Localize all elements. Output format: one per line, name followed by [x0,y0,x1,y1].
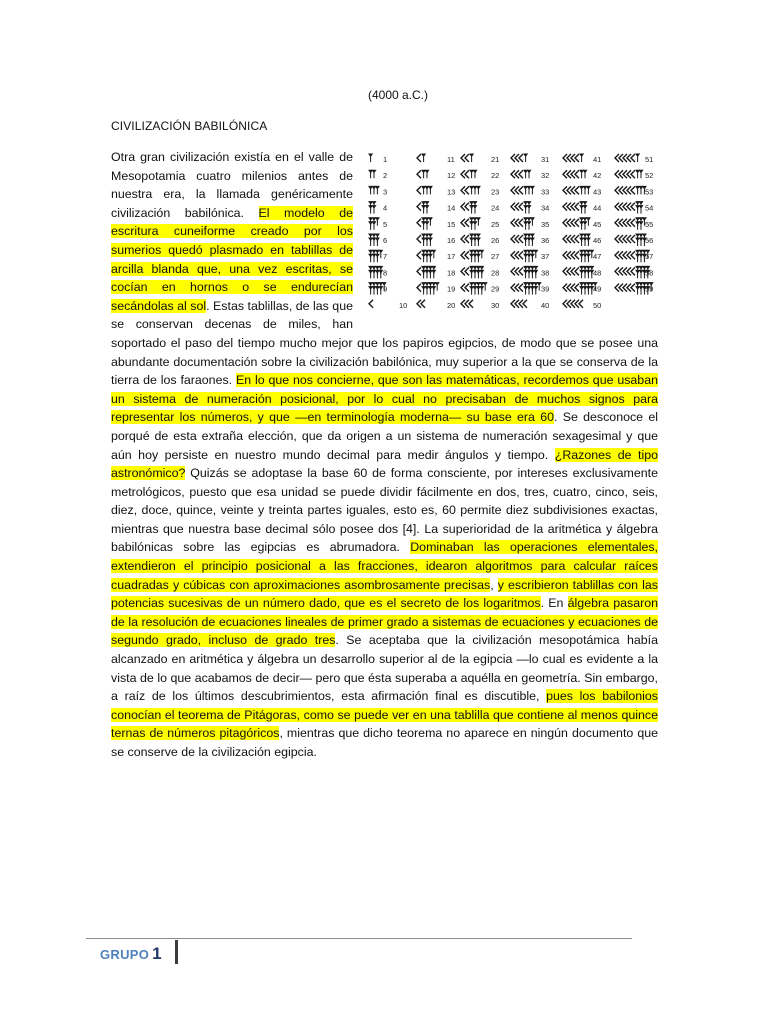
footer-vertical-bar [175,940,178,964]
numeral-label: 13 [447,187,456,197]
highlighted-text: El modelo de escritura cuneiforme creado por los sumerios quedó plasmado en tablillas de arcilla blanda que, una vez escritas, se cocían en hornos o se endurecían secándolas al sol [111,205,353,313]
numeral-glyph-7 [369,250,382,262]
numeral-label: 40 [541,300,550,310]
numeral-glyph-1 [369,154,372,162]
numeral-label: 53 [645,187,654,197]
numeral-label: 35 [541,219,550,229]
numeral-label: 29 [491,284,500,294]
numeral-glyph-6 [369,234,379,246]
numeral-label: 56 [645,236,654,245]
footer-group-label [100,944,162,964]
numeral-label: 58 [645,268,654,278]
numeral-label: 4 [383,203,388,213]
numeral-label: 14 [447,203,456,213]
numeral-glyph-38 [511,266,537,278]
numeral-glyph-24 [461,202,477,214]
numeral-label: 6 [383,236,388,245]
numeral-label: 20 [447,300,456,310]
numeral-glyph-18 [417,266,435,278]
numeral-glyph-19 [417,283,439,295]
numeral-label: 2 [383,171,388,181]
numeral-label: 16 [447,236,456,245]
numeral-label: 11 [447,155,455,164]
numeral-label: 37 [541,252,550,262]
numeral-glyph-29 [461,283,487,295]
numeral-glyph-42 [563,170,587,178]
numeral-label: 43 [593,187,602,197]
numeral-glyph-27 [461,250,483,262]
numeral-label: 10 [399,300,408,310]
babylonian-numerals-svg [363,148,659,312]
numeral-label: 33 [541,187,550,197]
numeral-glyph-45 [563,218,590,230]
numeral-glyph-28 [461,266,483,278]
numeral-glyph-40 [511,300,527,308]
numeral-label: 22 [491,171,500,181]
numeral-glyph-33 [511,186,534,194]
numeral-label: 50 [593,300,602,310]
numeral-label: 15 [447,219,456,229]
numeral-glyph-10 [369,300,373,308]
numeral-glyph-31 [511,154,527,162]
numeral-label: 54 [645,203,654,213]
numeral-label: 47 [593,252,602,262]
numeral-glyph-55 [615,218,646,230]
numeral-glyph-37 [511,250,537,262]
numeral-glyph-26 [461,234,480,246]
numeral-glyph-49 [563,283,597,295]
numeral-label: 1 [383,155,388,164]
numeral-label: 42 [593,171,602,181]
numeral-label: 26 [491,236,500,245]
numeral-glyph-41 [563,154,583,162]
numeral-label: 59 [645,284,654,294]
section-title: CIVILIZACIÓN BABILÓNICA [111,119,268,133]
numeral-glyph-11 [417,154,425,162]
numeral-glyph-35 [511,218,534,230]
numeral-glyph-54 [615,202,643,214]
numeral-label: 21 [491,155,500,164]
numeral-label: 55 [645,219,654,229]
numeral-glyph-25 [461,218,480,230]
highlighted-text: En lo que nos concierne, que son las matemáticas, recordemos que usaban un sistema de numeración posicional, por lo cual no precisaban de muchos signos para representar los números, y que —en terminología moderna— su base era 60 [111,373,658,425]
numeral-label: 48 [593,268,602,278]
babylonian-numerals-figure [363,148,659,312]
numeral-label: 38 [541,268,550,278]
numeral-label: 24 [491,203,500,213]
numeral-glyph-15 [417,218,432,230]
numeral-label: 34 [541,203,550,213]
numeral-label: 9 [383,284,388,294]
numeral-glyph-44 [563,202,587,214]
numeral-glyph-51 [615,154,639,162]
numeral-glyph-39 [511,283,541,295]
numeral-glyph-43 [563,186,590,194]
numeral-glyph-46 [563,234,590,246]
numeral-label: 23 [491,187,500,197]
numeral-glyph-56 [615,234,646,246]
numeral-label: 27 [491,252,500,262]
numeral-glyph-23 [461,186,480,194]
numeral-label: 57 [645,252,654,262]
numeral-label: 36 [541,236,550,245]
numeral-label: 46 [593,236,602,245]
numeral-glyph-17 [417,250,435,262]
body-paragraph [111,148,658,762]
numeral-glyph-5 [369,218,379,230]
numeral-glyph-47 [563,250,593,262]
body-text-run: . Se aceptaba que la civilización mesopotámica había alcanzado en aritmética y álgebra un desarrollo superior al de la egipcia —lo cual es evidente a la vista de lo que acabamos de decir— pero que ésta superaba a aquélla en geometría. Sin embargo, a raíz de los últimos descubrimientos, esta afirmación final es discutible, [111,633,658,704]
numeral-label: 19 [447,284,456,294]
numeral-label: 52 [645,171,654,181]
numeral-glyph-22 [461,170,477,178]
body-text-run: Quizás se adoptase la base 60 de forma consciente, por intereses exclusivamente metrológicos, puesto que esa unidad se puede dividir fácilmente en dos, tres, cuatro, cinco, seis, diez, doce, quince, veinte y treinta partes iguales, esto es, 60 permite diez subdivisiones exactas, mientras que nuestra base decimal sólo posee dos [4]. La superioridad de la aritmética y álgebra babilónicas sobre las egipcias es abrumadora. [111,466,658,555]
numeral-label: 49 [593,284,602,294]
numeral-label: 32 [541,171,550,181]
numeral-label: 45 [593,219,602,229]
numeral-glyph-36 [511,234,534,246]
numeral-label: 17 [447,252,456,262]
numeral-glyph-50 [563,300,583,308]
highlighted-text: Dominaban las operaciones elementales, extendieron el principio posicional a las fracciones, idearon algoritmos para calcular raíces cuadradas y cúbicas con aproximaciones asombrosamente precisas [111,540,658,592]
numeral-glyph-34 [511,202,531,214]
highlighted-text: y escribieron tablillas con las potencias sucesivas de un número dado, que es el secreto de los logaritmos [111,577,658,611]
numeral-glyph-20 [417,300,425,308]
highlighted-text: pues los babilonios conocían el teorema de Pitágoras, como se puede ver en una tablilla que contiene al menos quince ternas de números pitagóricos [111,689,658,741]
numeral-glyph-4 [369,202,376,214]
numeral-label: 3 [383,187,388,197]
numeral-glyph-32 [511,170,531,178]
footer-group-text: GRUPO [100,947,150,962]
numeral-label: 44 [593,203,602,213]
body-text-run: . Estas tablillas, de las que se conservan decenas de miles, han soportado el paso del tiempo mucho mejor que los papiros egipcios, de modo que se posee una abundante documentación sobre la civilización babilónica, muy superior a la que se conserva de la tierra de los faraones. [111,298,658,388]
body-text-run: . Se desconoce el porqué de esta extraña elección, que da origen a un sistema de numeración sexagesimal y que aún hoy persiste en nuestro mundo decimal para medir ángulos y tiempo. [111,410,658,462]
numeral-glyph-48 [563,266,593,278]
numeral-glyph-16 [417,234,432,246]
numeral-glyph-21 [461,154,473,162]
date-heading: (4000 a.C.) [367,88,429,102]
numeral-glyph-13 [417,186,432,194]
numeral-label: 25 [491,219,500,229]
numeral-label: 30 [491,300,500,310]
numeral-label: 12 [447,171,456,181]
numeral-label: 28 [491,268,500,278]
body-text-run: , [490,577,498,592]
numeral-label: 18 [447,268,456,278]
numeral-glyph-30 [461,300,473,308]
numeral-label: 7 [383,252,388,262]
highlighted-text: álgebra pasaron de la resolución de ecuaciones lineales de primer grado a sistemas de ecuaciones y ecuaciones de segundo grado, incluso de grado tres [111,596,658,648]
numeral-glyph-2 [369,170,376,178]
numeral-glyph-52 [615,170,643,178]
numeral-label: 31 [541,155,550,164]
numeral-glyph-3 [369,186,379,194]
body-text-run: , mientras que dicho teorema no aparece en ningún documento que se conserve de la civilización egipcia. [111,726,658,759]
footer-divider [86,938,632,939]
body-text-run: . En [540,596,568,611]
numeral-glyph-8 [369,266,382,278]
numeral-label: 8 [383,268,388,278]
body-text-run: Otra gran civilización existía en el valle de Mesopotamia cuatro milenios antes de nuestra era, la llamada genéricamente civilización babilónica. [111,150,353,220]
numeral-label: 51 [645,155,654,164]
numeral-label: 41 [593,155,602,164]
numeral-glyph-12 [417,170,429,178]
numeral-glyph-53 [615,186,646,194]
numeral-label: 5 [383,219,388,229]
highlighted-text: ¿Razones de tipo astronómico? [111,447,658,481]
footer-group-number: 1 [152,944,162,963]
numeral-glyph-14 [417,202,429,214]
numeral-label: 39 [541,284,550,294]
